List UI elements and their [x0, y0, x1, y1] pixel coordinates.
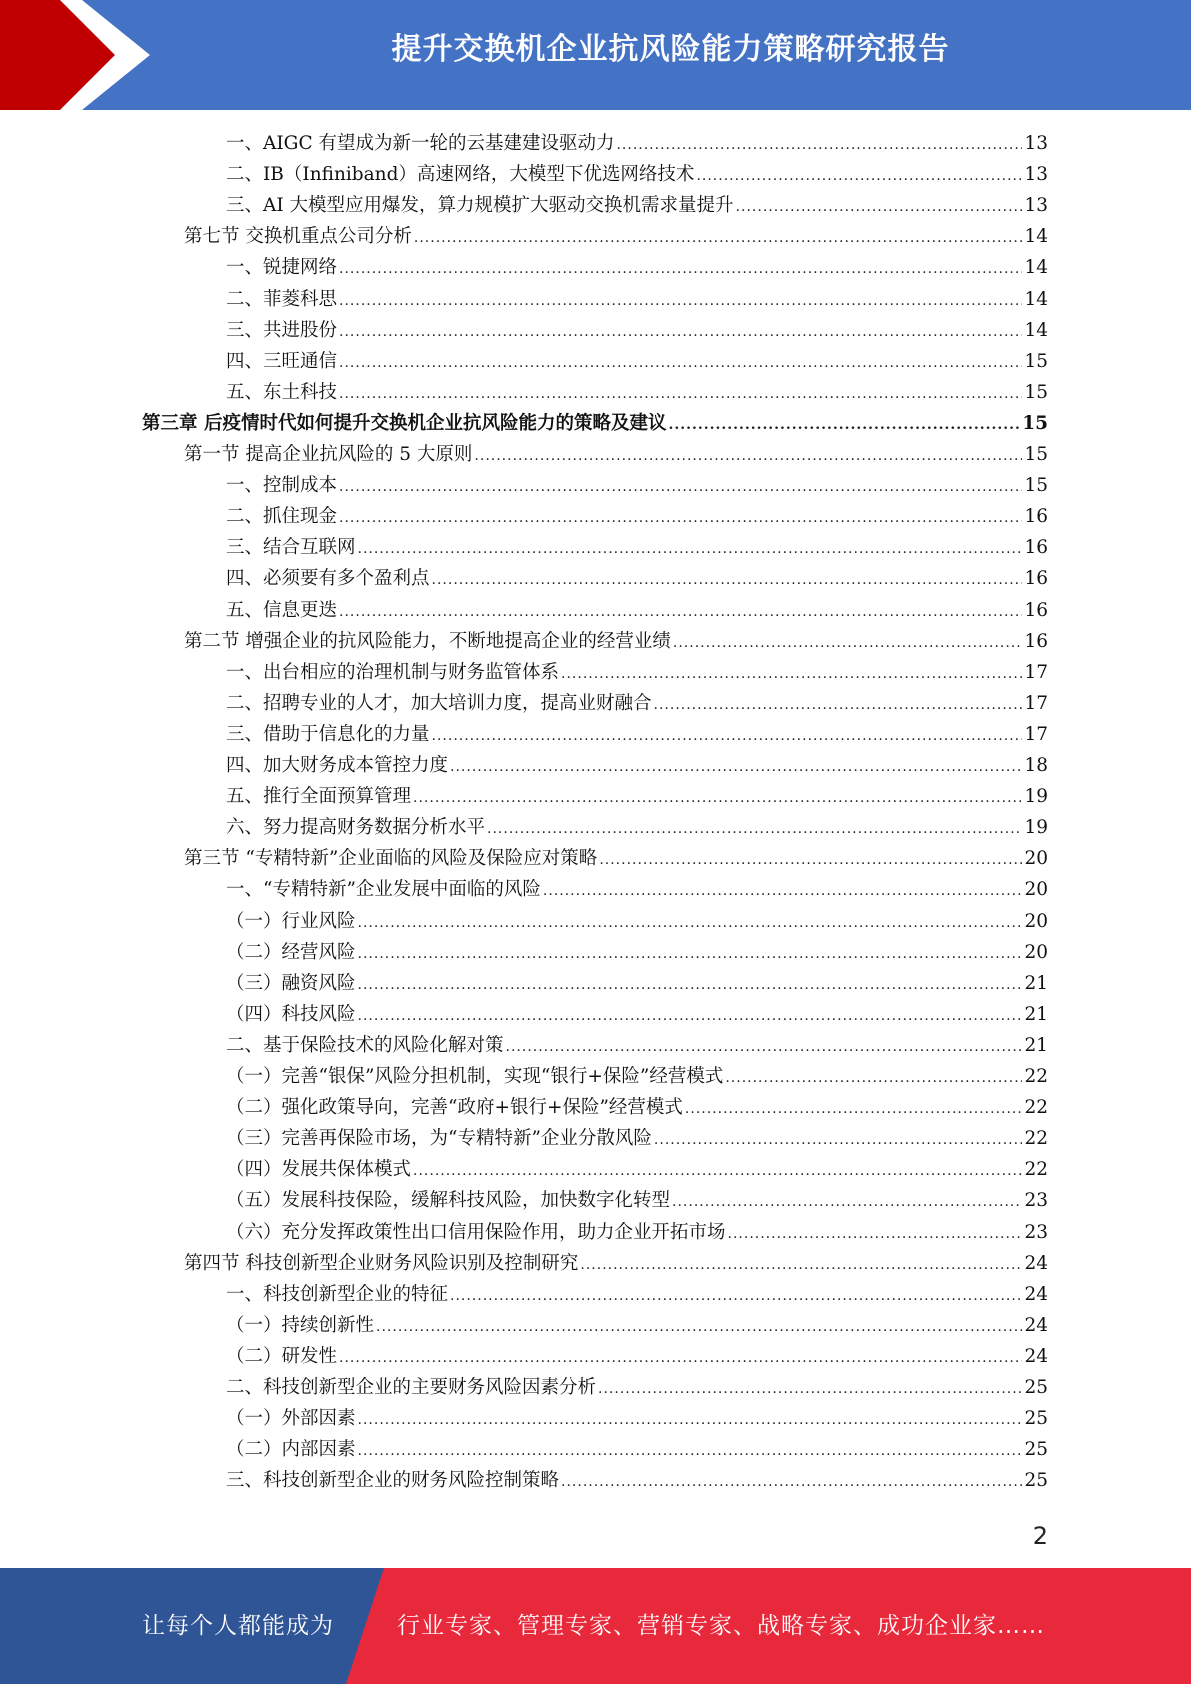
toc-entry-page: 15: [1022, 412, 1048, 434]
toc-entry[interactable]: [226, 128, 1048, 159]
toc-dot-leader: [376, 1312, 1022, 1343]
toc-entry[interactable]: [226, 1465, 1048, 1496]
toc-dot-leader: [339, 286, 1022, 317]
toc-entry-title: 三、结合互联网: [226, 537, 356, 559]
toc-dot-leader: [561, 1467, 1022, 1498]
toc-entry-page: 15: [1024, 475, 1048, 497]
toc-dot-leader: [413, 1156, 1022, 1187]
toc-dot-leader: [561, 659, 1022, 690]
toc-entry-title: 三、科技创新型企业的财务风险控制策略: [226, 1470, 560, 1492]
toc-entry-page: 22: [1024, 1066, 1048, 1087]
toc-dot-leader: [358, 1405, 1023, 1436]
toc-entry[interactable]: [226, 1372, 1048, 1403]
toc-entry-title: 二、IB（Infiniband）高速网络，大模型下优选网络技术: [226, 164, 695, 186]
toc-entry-title: 五、信息更迭: [226, 599, 338, 621]
toc-entry[interactable]: [226, 563, 1048, 594]
toc-entry-page: 14: [1024, 288, 1048, 310]
toc-entry-title: 一、“专精特新”企业发展中面临的风险: [226, 879, 541, 901]
toc-dot-leader: [696, 161, 1022, 192]
toc-entry-page: 15: [1024, 444, 1048, 465]
page-footer: [0, 1568, 1191, 1684]
toc-dot-leader: [543, 876, 1023, 907]
toc-dot-leader: [728, 1219, 1023, 1250]
toc-entry[interactable]: [226, 315, 1048, 346]
toc-entry-page: 16: [1024, 599, 1048, 621]
toc-entry-title: 二、基于保险技术的风险化解对策: [226, 1034, 504, 1056]
toc-dot-leader: [725, 1063, 1022, 1094]
toc-dot-leader: [358, 1436, 1023, 1467]
toc-dot-leader: [487, 814, 1022, 845]
toc-entry-page: 23: [1024, 1190, 1048, 1212]
toc-entry-title: 一、科技创新型企业的特征: [226, 1283, 449, 1305]
toc-entry-title: （一）行业风险: [226, 910, 356, 932]
toc-entry[interactable]: [226, 999, 1048, 1030]
toc-entry-title: （五）发展科技保险，缓解科技风险，加快数字化转型: [226, 1190, 671, 1212]
toc-entry[interactable]: [226, 1279, 1048, 1310]
toc-entry[interactable]: [226, 1341, 1048, 1372]
toc-entry-title: 一、锐捷网络: [226, 257, 338, 279]
toc-entry-page: 14: [1024, 319, 1048, 341]
toc-entry-title: （一）完善“银保”风险分担机制，实现“银行+保险”经营模式: [226, 1066, 724, 1087]
toc-entry[interactable]: [226, 1310, 1048, 1341]
toc-dot-leader: [450, 1281, 1022, 1312]
toc-entry-title: 六、努力提高财务数据分析水平: [226, 817, 486, 839]
toc-entry-page: 21: [1024, 1003, 1048, 1025]
toc-dot-leader: [358, 908, 1023, 939]
toc-entry-title: 二、科技创新型企业的主要财务风险因素分析: [226, 1377, 597, 1398]
toc-entry-page: 19: [1024, 786, 1048, 808]
toc-entry-page: 21: [1024, 1034, 1048, 1056]
toc-dot-leader: [616, 130, 1022, 161]
toc-entry-page: 16: [1024, 630, 1048, 652]
toc-entry-title: （二）经营风险: [226, 941, 356, 963]
footer-slogan-left: 让每个人都能成为: [142, 1613, 334, 1639]
toc-dot-leader: [358, 939, 1023, 970]
toc-entry[interactable]: [226, 812, 1048, 843]
toc-entry-page: 17: [1024, 661, 1048, 683]
toc-entry-page: 18: [1024, 755, 1048, 776]
toc-entry-page: 21: [1024, 972, 1048, 994]
toc-dot-leader: [339, 503, 1022, 534]
toc-entry-title: （三）融资风险: [226, 972, 356, 994]
toc-entry-page: 24: [1024, 1252, 1048, 1274]
toc-entry[interactable]: [142, 408, 1048, 439]
toc-dot-leader: [339, 317, 1022, 348]
toc-entry[interactable]: [226, 1217, 1048, 1248]
toc-entry-page: 17: [1024, 692, 1048, 714]
toc-entry-title: 第三章 后疫情时代如何提升交换机企业抗风险能力的策略及建议: [142, 412, 667, 434]
toc-entry-title: 第三节 “专精特新”企业面临的风险及保险应对策略: [184, 848, 598, 870]
toc-entry-page: 20: [1024, 848, 1048, 870]
toc-entry-title: （一）外部因素: [226, 1408, 356, 1430]
toc-entry-title: 四、加大财务成本管控力度: [226, 755, 449, 776]
toc-entry[interactable]: [226, 377, 1048, 408]
toc-entry[interactable]: [184, 626, 1048, 657]
toc-entry-page: 16: [1024, 506, 1048, 528]
toc-entry-title: 三、AI 大模型应用爆发，算力规模扩大驱动交换机需求量提升: [226, 195, 734, 217]
toc-dot-leader: [339, 1343, 1022, 1374]
toc-entry-page: 24: [1024, 1314, 1048, 1336]
toc-entry[interactable]: [184, 843, 1048, 874]
toc-entry-page: 20: [1024, 941, 1048, 963]
toc-entry[interactable]: [226, 874, 1048, 905]
toc-entry[interactable]: [226, 937, 1048, 968]
toc-entry[interactable]: [226, 750, 1048, 781]
toc-dot-leader: [474, 441, 1022, 472]
toc-dot-leader: [599, 845, 1022, 876]
toc-entry[interactable]: [226, 532, 1048, 563]
toc-entry-page: 15: [1024, 350, 1048, 372]
toc-dot-leader: [580, 1250, 1022, 1281]
toc-dot-leader: [339, 597, 1022, 628]
toc-entry-title: （六）充分发挥政策性出口信用保险作用，助力企业开拓市场: [226, 1221, 726, 1243]
toc-entry[interactable]: [226, 1123, 1048, 1154]
toc-entry-title: 第四节 科技创新型企业财务风险识别及控制研究: [184, 1252, 579, 1274]
header-title: 提升交换机企业抗风险能力策略研究报告: [391, 32, 950, 67]
toc-dot-leader: [339, 379, 1022, 410]
toc-entry-page: 14: [1024, 226, 1048, 248]
toc-entry-title: 一、出台相应的治理机制与财务监管体系: [226, 661, 560, 683]
toc-entry[interactable]: [226, 501, 1048, 532]
toc-entry-page: 22: [1024, 1097, 1048, 1119]
toc-entry-title: 五、东土科技: [226, 381, 338, 403]
toc-dot-leader: [598, 1374, 1022, 1405]
toc-entry[interactable]: [226, 968, 1048, 999]
toc-entry[interactable]: [226, 906, 1048, 937]
toc-entry-page: 17: [1024, 723, 1048, 745]
toc-dot-leader: [413, 783, 1022, 814]
toc-entry[interactable]: [226, 1154, 1048, 1185]
toc-dot-leader: [736, 192, 1023, 223]
footer-slogan-right: 行业专家、管理专家、营销专家、战略专家、成功企业家……: [397, 1613, 1045, 1639]
toc-dot-leader: [654, 1125, 1023, 1156]
toc-dot-leader: [432, 565, 1023, 596]
toc-entry-title: 四、三旺通信: [226, 350, 338, 372]
toc-dot-leader: [506, 1032, 1023, 1063]
toc-entry-title: （二）研发性: [226, 1345, 338, 1367]
toc-entry-page: 13: [1024, 164, 1048, 186]
toc-dot-leader: [672, 1187, 1022, 1218]
toc-entry-title: 第一节 提高企业抗风险的 5 大原则: [184, 444, 473, 465]
toc-entry-page: 22: [1024, 1128, 1048, 1150]
toc-entry-title: （四）科技风险: [226, 1003, 356, 1025]
toc-entry-page: 20: [1024, 879, 1048, 901]
toc-entry-title: 第七节 交换机重点公司分析: [184, 226, 412, 248]
toc-dot-leader: [358, 1001, 1023, 1032]
toc-entry[interactable]: [226, 1092, 1048, 1123]
toc-entry[interactable]: [226, 688, 1048, 719]
toc-entry[interactable]: [226, 1185, 1048, 1216]
toc-entry-page: 13: [1024, 195, 1048, 217]
toc-entry-page: 25: [1024, 1377, 1048, 1398]
toc-entry-title: 三、共进股份: [226, 319, 338, 341]
toc-entry-title: （一）持续创新性: [226, 1314, 375, 1336]
toc-entry-page: 25: [1024, 1439, 1048, 1461]
toc-entry-page: 19: [1024, 817, 1048, 839]
toc-entry-page: 22: [1024, 1159, 1048, 1181]
toc-entry-page: 25: [1024, 1470, 1048, 1492]
toc-entry-title: 二、菲菱科思: [226, 288, 338, 310]
toc-dot-leader: [450, 752, 1022, 783]
toc-entry-page: 20: [1024, 910, 1048, 932]
toc-entry[interactable]: [226, 719, 1048, 750]
toc-entry-title: 三、借助于信息化的力量: [226, 723, 430, 745]
toc-entry[interactable]: [226, 657, 1048, 688]
toc-dot-leader: [432, 721, 1023, 752]
toc-entry[interactable]: [226, 1030, 1048, 1061]
toc-dot-leader: [339, 254, 1022, 285]
toc-dot-leader: [358, 534, 1023, 565]
toc-entry-title: （四）发展共保体模式: [226, 1159, 412, 1181]
toc-dot-leader: [339, 472, 1022, 503]
toc-entry[interactable]: [226, 1434, 1048, 1465]
toc-entry[interactable]: [226, 470, 1048, 501]
toc-dot-leader: [685, 1094, 1023, 1125]
toc-entry[interactable]: [184, 1248, 1048, 1279]
toc-dot-leader: [414, 223, 1023, 254]
toc-entry-page: 13: [1024, 133, 1048, 154]
page-number: 2: [1032, 1522, 1048, 1550]
toc-entry-title: （二）强化政策导向，完善“政府+银行+保险”经营模式: [226, 1097, 683, 1119]
toc-entry[interactable]: [226, 190, 1048, 221]
toc-entry[interactable]: [226, 781, 1048, 812]
toc-entry-page: 24: [1024, 1345, 1048, 1367]
toc-entry[interactable]: [184, 439, 1048, 470]
page-header: [0, 0, 1191, 110]
toc-dot-leader: [668, 410, 1020, 441]
toc-dot-leader: [673, 628, 1023, 659]
toc-entry-page: 16: [1024, 568, 1048, 590]
toc-entry-page: 23: [1024, 1221, 1048, 1243]
toc-entry-title: （二）内部因素: [226, 1439, 356, 1461]
toc-entry-title: 二、抓住现金: [226, 506, 338, 528]
toc-entry[interactable]: [226, 595, 1048, 626]
toc-entry[interactable]: [226, 252, 1048, 283]
toc-entry[interactable]: [226, 1061, 1048, 1092]
toc-entry-title: 二、招聘专业的人才，加大培训力度，提高业财融合: [226, 692, 652, 714]
toc-entry[interactable]: [226, 284, 1048, 315]
toc-entry[interactable]: [226, 346, 1048, 377]
toc-dot-leader: [654, 690, 1023, 721]
toc-entry-page: 16: [1024, 537, 1048, 559]
toc-entry-page: 24: [1024, 1283, 1048, 1305]
toc-dot-leader: [339, 348, 1022, 379]
toc-entry[interactable]: [226, 1403, 1048, 1434]
toc-entry-page: 25: [1024, 1408, 1048, 1430]
toc-entry-page: 14: [1024, 257, 1048, 279]
toc-entry-title: 第二节 增强企业的抗风险能力，不断地提高企业的经营业绩: [184, 630, 671, 652]
toc-entry-title: （三）完善再保险市场，为“专精特新”企业分散风险: [226, 1128, 652, 1150]
toc-entry[interactable]: [226, 159, 1048, 190]
toc-entry-title: 五、推行全面预算管理: [226, 786, 412, 808]
toc-entry[interactable]: [184, 221, 1048, 252]
toc-entry-title: 一、AIGC 有望成为新一轮的云基建建设驱动力: [226, 133, 615, 154]
toc-entry-page: 15: [1024, 381, 1048, 403]
toc-entry-title: 四、必须要有多个盈利点: [226, 568, 430, 590]
toc-dot-leader: [358, 970, 1023, 1001]
toc-entry-title: 一、控制成本: [226, 475, 338, 497]
